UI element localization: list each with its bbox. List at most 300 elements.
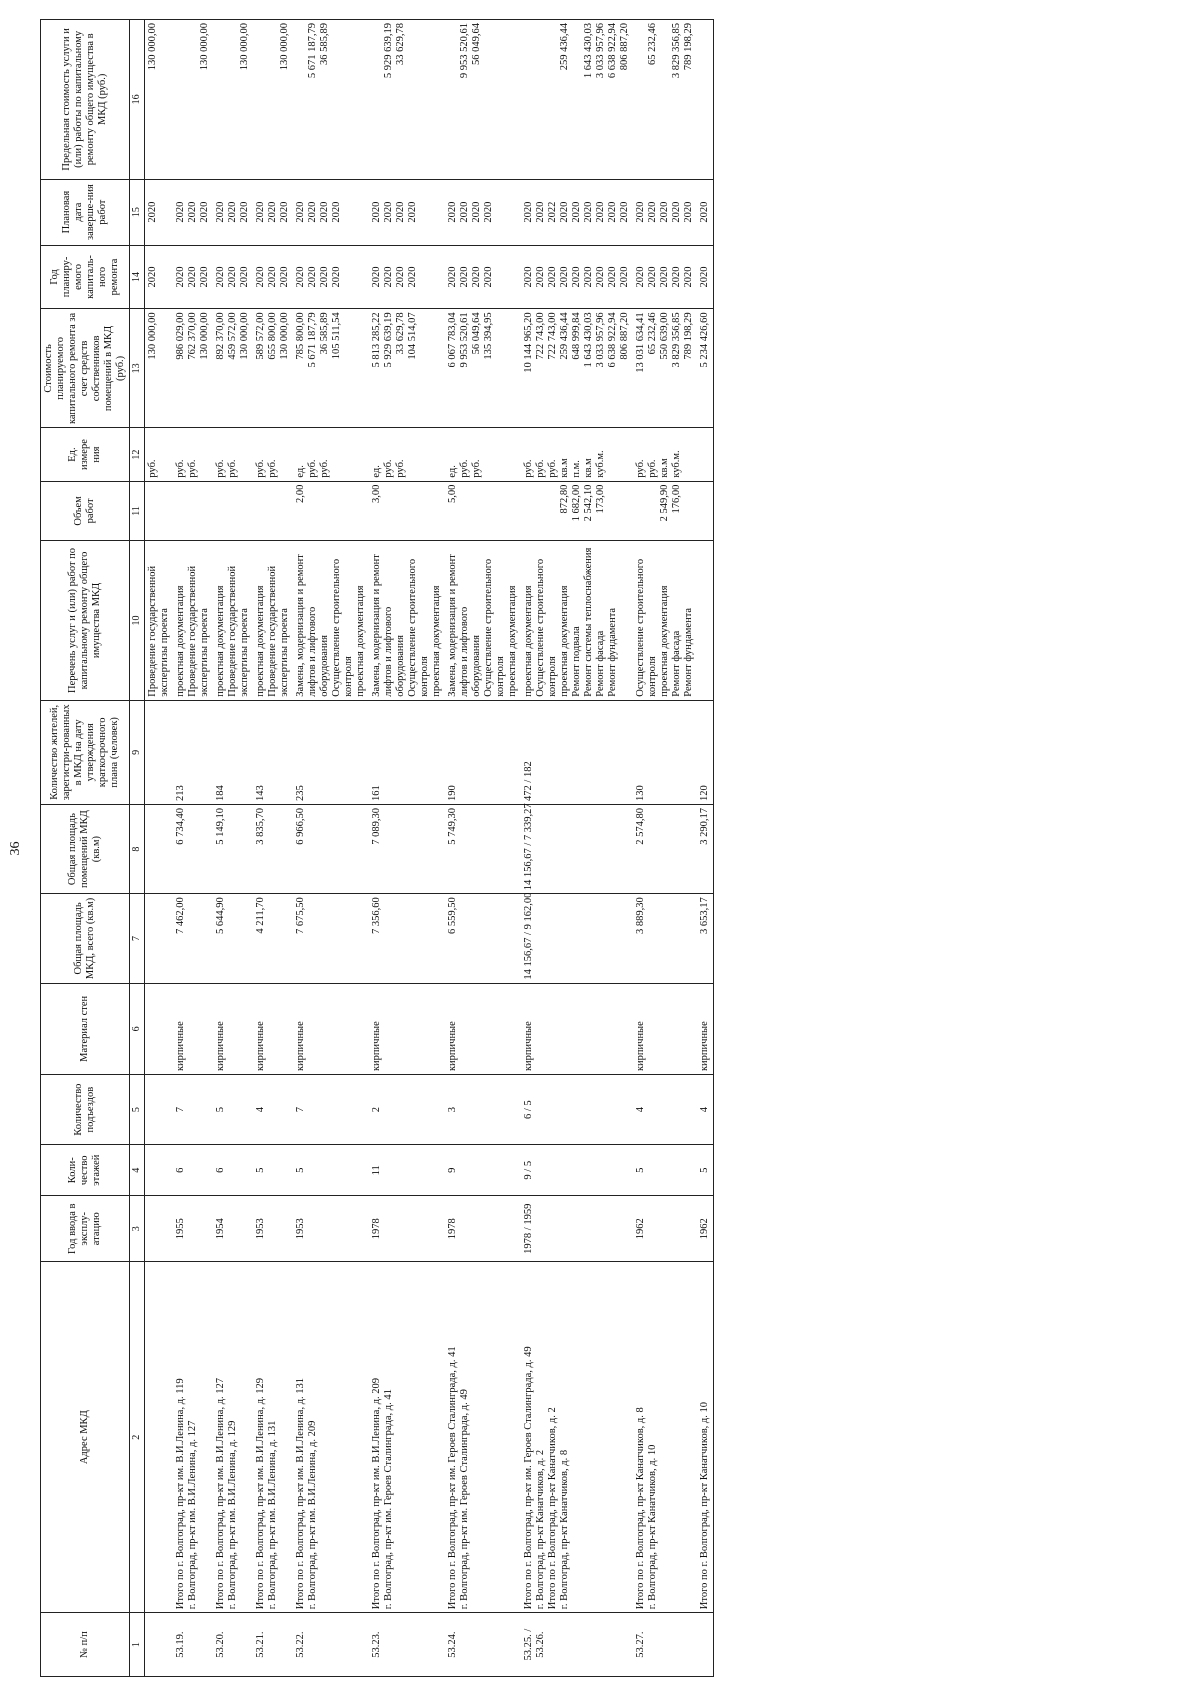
column-header: Предельная стоимость услуги и (или) работы по капитальному ремонту общего имущества в МКД (руб.) [41,20,130,180]
completion-date-line: 2020 [307,201,318,223]
residents-cell: 213 [173,700,213,804]
repair-year-line: 2020 [371,266,382,288]
column-index: 6 [130,983,145,1074]
repair-year-cell [369,245,445,309]
works-line: проектная документация [507,585,518,697]
address-line: г. Волгоград, пр-кт им. В.И.Ленина, д. 209 [307,1420,318,1610]
limit-cost-line [215,23,227,176]
limit-cost-line [407,23,419,176]
column-index-row [130,20,145,1677]
unit-line: руб. [147,459,158,478]
volume-line: 5,00 [447,484,458,504]
limit-cost-cell [213,20,253,180]
completion-date-line: 2020 [319,201,330,223]
cost-line: 130 000,00 [279,312,290,360]
premises-area-cell: 2 574,80 [633,804,697,893]
address-line: г. Волгоград, пр-кт им. Героев Сталинграда, д. 41 [383,1389,394,1610]
repair-year-cell [697,245,714,309]
unit-cell [445,428,521,481]
limit-cost-cell [293,20,369,180]
unit-line: руб. [187,459,198,478]
cost-line: 259 436,44 [559,312,570,360]
column-header: Год ввода в эксплу-атацию [41,1196,130,1262]
works-cell [173,541,213,701]
unit-line: руб. [635,459,646,478]
column-index: 8 [130,804,145,893]
row-number-cell: 53.20. [213,1613,253,1677]
column-header: Ед. измере ния [41,428,130,481]
unit-line: куб.м. [671,450,682,478]
volume-cell [173,481,213,541]
repair-year-cell [633,245,697,309]
column-index: 15 [130,179,145,245]
total-area-cell: 7 462,00 [173,894,213,983]
works-line: Проведение государственной экспертизы проекта [267,565,290,697]
address-cell [697,1262,714,1613]
repair-year-line: 2020 [279,266,290,288]
cost-line: 589 572,00 [255,312,266,360]
wall-material-cell: кирпичные [445,983,521,1074]
works-line: проектная документация [255,585,266,697]
repair-year-line: 2020 [583,266,594,288]
repair-year-line: 2020 [407,266,418,288]
table-row [445,20,521,1677]
completion-date-line: 2020 [471,201,482,223]
unit-line: руб. [255,459,266,478]
limit-cost-line [571,23,583,176]
limit-cost-line [447,23,459,176]
column-header: Количество подъездов [41,1075,130,1145]
unit-cell [145,428,174,481]
entrances-cell: 5 [213,1075,253,1145]
repair-year-cell [173,245,213,309]
volume-line [547,485,559,538]
completion-date-cell [369,179,445,245]
works-line: проектная документация [175,585,186,697]
entrances-cell [145,1075,174,1145]
build-year-cell: 1962 [633,1196,697,1262]
table-row [697,20,714,1677]
volume-line [187,485,199,538]
works-line: проектная документация [523,585,534,697]
total-area-cell: 14 156,67 / 9 162,00 [521,894,633,983]
limit-cost-line: 3 033 957,96 [595,23,606,79]
completion-date-line: 2020 [659,201,670,223]
volume-line [395,485,407,538]
column-index: 2 [130,1262,145,1613]
wall-material-cell: кирпичные [173,983,213,1074]
cost-line: 892 370,00 [215,312,226,360]
column-header: Материал стен [41,983,130,1074]
limit-cost-line: 806 887,20 [619,23,630,71]
unit-line: руб. [227,459,238,478]
wall-material-cell: кирпичные [633,983,697,1074]
repair-year-cell [213,245,253,309]
volume-line: 173,00 [595,484,606,514]
residents-cell: 143 [253,700,293,804]
address-line: Итого по г. Волгоград, пр-кт им. Героев Сталинграда, д. 41 [447,1346,458,1610]
repair-year-line: 2020 [239,266,250,288]
completion-date-line: 2020 [215,201,226,223]
floors-cell: 9 / 5 [521,1145,633,1196]
unit-line: руб. [523,459,534,478]
limit-cost-cell [521,20,633,180]
completion-date-line: 2020 [635,201,646,223]
limit-cost-line: 259 436,44 [559,23,570,71]
column-header: Общая площадь МКД, всего (кв.м) [41,894,130,983]
premises-area-cell: 3 290,17 [697,804,714,893]
address-cell [633,1262,697,1613]
repair-year-line: 2020 [331,266,342,288]
completion-date-line: 2020 [295,201,306,223]
completion-date-line: 2020 [571,201,582,223]
column-index: 4 [130,1145,145,1196]
cost-line: 36 585,89 [319,312,330,355]
limit-cost-line: 5 929 639,19 [383,23,394,79]
residents-cell: 161 [369,700,445,804]
cost-cell [697,309,714,428]
cost-line: 105 511,54 [331,312,342,360]
unit-line: ед. [447,465,458,478]
completion-date-line: 2020 [595,201,606,223]
build-year-cell: 1954 [213,1196,253,1262]
works-cell [521,541,633,701]
completion-date-line: 2020 [407,201,418,223]
completion-date-cell [145,179,174,245]
volume-cell [293,481,369,541]
repair-year-line: 2020 [307,266,318,288]
entrances-cell: 4 [697,1075,714,1145]
residents-cell: 130 [633,700,697,804]
works-line: Осуществление строительного контроля [483,558,506,697]
row-number-cell: 53.22. [293,1613,369,1677]
unit-cell [213,428,253,481]
works-line: Ремонт фасада [595,630,606,697]
unit-line: руб. [267,459,278,478]
works-line: Ремонт фундамента [607,607,618,697]
cost-line: 6 067 783,04 [447,312,458,368]
repair-year-cell [253,245,293,309]
volume-line [635,485,647,538]
column-header: Адрес МКД [41,1262,130,1613]
residents-cell: 235 [293,700,369,804]
repair-year-line: 2020 [647,266,658,288]
repair-year-line: 2020 [699,266,710,288]
limit-cost-line: 5 671 187,79 [307,23,318,79]
limit-cost-line: 3 829 356,85 [671,23,682,79]
volume-line [147,485,159,538]
premises-area-cell: 14 156,67 / 7 339,27 [521,804,633,893]
column-header: Год планиру-емого капиталь-ного ремонта [41,245,130,309]
total-area-cell [145,894,174,983]
limit-cost-line: 6 638 922,94 [607,23,618,79]
completion-date-line: 2020 [447,201,458,223]
limit-cost-line [295,23,307,176]
total-area-cell: 7 356,60 [369,894,445,983]
cost-line: 789 198,29 [683,312,694,360]
cost-cell [369,309,445,428]
repair-year-cell [145,245,174,309]
works-line: проектная документация [215,585,226,697]
volume-cell [369,481,445,541]
total-area-cell: 3 653,17 [697,894,714,983]
wall-material-cell: кирпичные [253,983,293,1074]
cost-line: 130 000,00 [239,312,250,360]
repair-year-line: 2020 [319,266,330,288]
repair-year-line: 2020 [187,266,198,288]
row-number-cell [145,1613,174,1677]
column-index: 11 [130,481,145,541]
cost-line: 5 813 285,22 [371,312,382,368]
cost-line: 806 887,20 [619,312,630,360]
build-year-cell [145,1196,174,1262]
limit-cost-cell [253,20,293,180]
volume-line [647,485,659,538]
row-number-cell: 53.25. / 53.26. [521,1613,633,1677]
row-number-cell: 53.19. [173,1613,213,1677]
unit-line: кв.м [583,458,594,478]
repair-plan-table [40,19,714,1677]
column-header: № п/п [41,1613,130,1677]
cost-line: 655 800,00 [267,312,278,360]
limit-cost-line [523,23,535,176]
address-cell [293,1262,369,1613]
completion-date-line: 2020 [175,201,186,223]
limit-cost-line: 9 953 520,61 [459,23,470,79]
limit-cost-cell [697,20,714,180]
entrances-cell: 7 [173,1075,213,1145]
premises-area-cell: 6 734,40 [173,804,213,893]
premises-area-cell [145,804,174,893]
address-line: Итого по г. Волгоград, пр-кт Канатчиков, д. 2 [547,1407,558,1610]
completion-date-line: 2020 [371,201,382,223]
repair-year-line: 2020 [619,266,630,288]
cost-line: 722 743,00 [535,312,546,360]
works-line: Осуществление строительного контроля [535,558,558,697]
repair-year-line: 2020 [523,266,534,288]
limit-cost-line: 130 000,00 [199,23,210,71]
residents-cell: 190 [445,700,521,804]
repair-year-line: 2020 [267,266,278,288]
repair-year-cell [521,245,633,309]
table-row [521,20,633,1677]
unit-cell [369,428,445,481]
limit-cost-line: 36 585,89 [319,23,330,65]
completion-date-line: 2020 [607,201,618,223]
floors-cell: 5 [697,1145,714,1196]
repair-year-line: 2020 [571,266,582,288]
address-line: Итого по г. Волгоград, пр-кт им. В.И.Ленина, д. 209 [371,1377,382,1610]
volume-cell [521,481,633,541]
limit-cost-line [267,23,279,176]
unit-line: руб. [395,459,406,478]
cost-cell [293,309,369,428]
cost-cell [253,309,293,428]
unit-cell [173,428,213,481]
limit-cost-line [187,23,199,176]
works-line: Осуществление строительного контроля [331,558,354,697]
table-row [253,20,293,1677]
address-cell [521,1262,633,1613]
completion-date-line: 2020 [395,201,406,223]
column-header: Перечень услуг и (или) работ по капитальному ремонту общего имущества МКД [41,541,130,701]
works-line: Замена, модернизация и ремонт лифтов и лифтового оборудования [447,554,482,697]
cost-line: 56 049,64 [471,312,482,355]
works-line: Осуществление строительного контроля [635,558,658,697]
cost-cell [521,309,633,428]
build-year-cell: 1978 [369,1196,445,1262]
works-line: Замена, модернизация и ремонт лифтов и лифтового оборудования [371,554,406,697]
limit-cost-line: 65 232,46 [647,23,658,65]
entrances-cell: 6 / 5 [521,1075,633,1145]
volume-line [319,485,331,538]
premises-area-cell: 6 966,50 [293,804,369,893]
premises-area-cell: 5 749,30 [445,804,521,893]
completion-date-cell [173,179,213,245]
residents-cell: 120 [697,700,714,804]
completion-date-line: 2020 [483,201,494,223]
repair-year-line: 2020 [535,266,546,288]
column-index: 10 [130,541,145,701]
repair-year-line: 2020 [659,266,670,288]
column-header: Коли-чество этажей [41,1145,130,1196]
unit-line: руб. [459,459,470,478]
repair-year-line: 2020 [471,266,482,288]
limit-cost-cell [145,20,174,180]
works-line: проектная документация [355,585,366,697]
completion-date-line: 2020 [535,201,546,223]
column-index: 7 [130,894,145,983]
repair-year-line: 2020 [683,266,694,288]
column-header: Общая площадь помещений МКД (кв.м) [41,804,130,893]
repair-year-line: 2020 [559,266,570,288]
address-line: г. Волгоград, пр-кт им. В.И.Ленина, д. 131 [267,1420,278,1610]
table-row [293,20,369,1677]
works-line: Проведение государственной экспертизы проекта [187,565,210,697]
unit-cell [253,428,293,481]
unit-line: кв.м [559,458,570,478]
unit-cell [633,428,697,481]
completion-date-line: 2020 [279,201,290,223]
completion-date-line: 2020 [647,201,658,223]
cost-line: 9 953 520,61 [459,312,470,368]
table-body [145,20,714,1677]
volume-line [255,485,267,538]
completion-date-line: 2020 [187,201,198,223]
completion-date-line: 2020 [147,201,158,223]
repair-year-cell [445,245,521,309]
entrances-cell: 4 [633,1075,697,1145]
row-number-cell [697,1613,714,1677]
address-cell [173,1262,213,1613]
completion-date-cell [697,179,714,245]
cost-line: 459 572,00 [227,312,238,360]
repair-year-line: 2020 [607,266,618,288]
wall-material-cell: кирпичные [369,983,445,1074]
limit-cost-line [227,23,239,176]
completion-date-line: 2020 [559,201,570,223]
column-index: 5 [130,1075,145,1145]
address-line: г. Волгоград, пр-кт Канатчиков, д. 10 [647,1444,658,1610]
works-cell [633,541,697,701]
unit-line: п.м. [571,460,582,478]
works-cell [213,541,253,701]
address-line [147,1265,159,1609]
repair-year-line: 2020 [295,266,306,288]
column-header: Объем работ [41,481,130,541]
completion-date-line: 2020 [459,201,470,223]
cost-line: 648 999,84 [571,312,582,360]
premises-area-cell: 7 089,30 [369,804,445,893]
total-area-cell: 7 675,50 [293,894,369,983]
total-area-cell: 3 889,30 [633,894,697,983]
cost-line: 33 629,78 [395,312,406,355]
repair-year-line: 2020 [199,266,210,288]
volume-cell [213,481,253,541]
volume-line [215,485,227,538]
table-row [173,20,213,1677]
repair-year-line: 2020 [383,266,394,288]
unit-line: руб. [175,459,186,478]
completion-date-line: 2020 [383,201,394,223]
repair-year-line: 2020 [635,266,646,288]
column-index: 13 [130,309,145,428]
unit-line: руб. [215,459,226,478]
unit-line: руб. [307,459,318,478]
limit-cost-line [483,23,495,176]
entrances-cell: 4 [253,1075,293,1145]
volume-line: 872,80 [559,484,570,514]
volume-line [471,485,483,538]
completion-date-cell [213,179,253,245]
row-number-cell: 53.21. [253,1613,293,1677]
repair-year-line: 2020 [175,266,186,288]
address-line: г. Волгоград, пр-кт Канатчиков, д. 8 [559,1449,570,1610]
floors-cell: 5 [633,1145,697,1196]
volume-cell [633,481,697,541]
works-cell [445,541,521,701]
row-number-cell: 53.27. [633,1613,697,1677]
cost-line: 130 000,00 [147,312,158,360]
cost-line: 3 033 957,96 [595,312,606,368]
completion-date-line: 2020 [619,201,630,223]
address-line: Итого по г. Волгоград, пр-кт им. В.И.Ленина, д. 131 [295,1377,306,1610]
limit-cost-line: 33 629,78 [395,23,406,65]
cost-line: 10 144 965,20 [523,312,534,373]
address-line: Итого по г. Волгоград, пр-кт им. В.И.Ленина, д. 129 [255,1377,266,1610]
unit-line: руб. [647,459,658,478]
limit-cost-line: 130 000,00 [239,23,250,71]
entrances-cell: 7 [293,1075,369,1145]
build-year-cell: 1955 [173,1196,213,1262]
floors-cell: 9 [445,1145,521,1196]
residents-cell: 472 / 182 [521,700,633,804]
completion-date-line: 2022 [547,201,558,223]
cost-line: 3 829 356,85 [671,312,682,368]
completion-date-cell [633,179,697,245]
volume-line: 3,00 [371,484,382,504]
table-row [213,20,253,1677]
limit-cost-cell [633,20,697,180]
floors-cell: 6 [173,1145,213,1196]
cost-cell [173,309,213,428]
cost-cell [213,309,253,428]
floors-cell [145,1145,174,1196]
column-header: Плановая дата заверше-ния работ [41,179,130,245]
residents-cell [145,700,174,804]
works-line: Осуществление строительного контроля [407,558,430,697]
table-row [369,20,445,1677]
